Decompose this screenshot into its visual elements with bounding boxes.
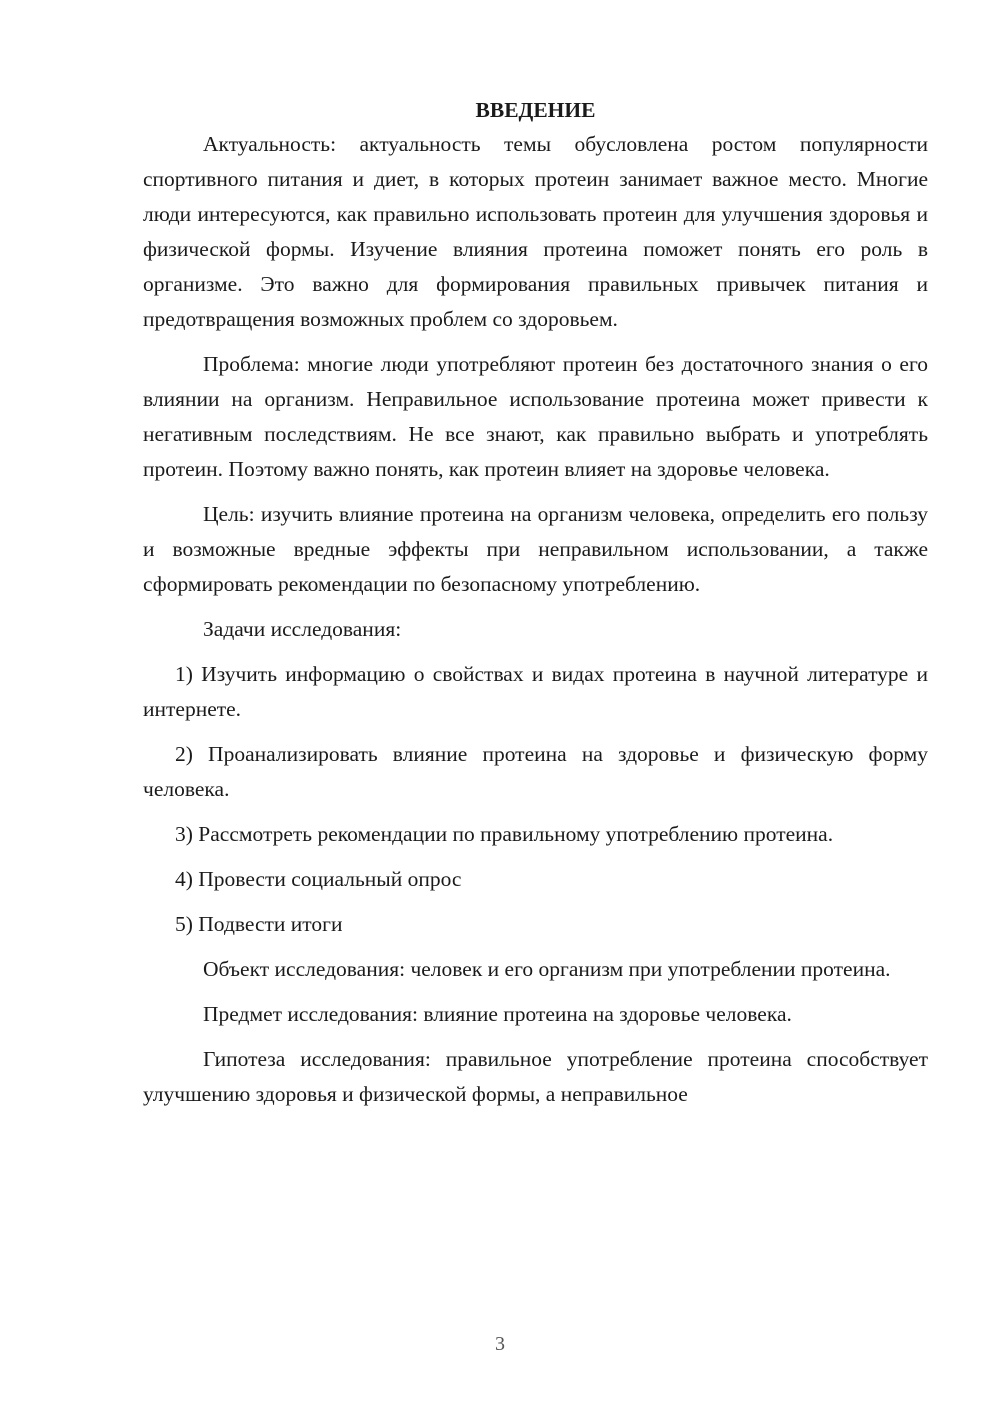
task-item: 4) Провести социальный опрос xyxy=(175,867,462,891)
document-page xyxy=(143,95,928,1122)
page-title: ВВЕДЕНИЕ xyxy=(475,98,596,122)
goal-paragraph: Цель: изучить влияние протеина на организм человека, определить его пользу и возможные вредные эффекты при неправильном использовании, а также сформировать рекомендации по безопасному употреблению. xyxy=(143,502,928,596)
page-number: 3 xyxy=(495,1333,505,1355)
subject-paragraph: Предмет исследования: влияние протеина на здоровье человека. xyxy=(203,1002,792,1026)
problem-paragraph: Проблема: многие люди употребляют протеин без достаточного знания о его влиянии на организм. Неправильное использование протеина может привести к негативным последствиям. Не все знают, как правильно выбрать и употреблять протеин. Поэтому важно понять, как протеин влияет на здоровье человека. xyxy=(143,352,928,481)
tasks-heading: Задачи исследования: xyxy=(203,617,402,641)
hypothesis-paragraph: Гипотеза исследования: правильное употребление протеина способствует улучшению здоровья и физической формы, а неправильное xyxy=(143,1047,928,1106)
task-item: 1) Изучить информацию о свойствах и видах протеина в научной литературе и интернете. xyxy=(143,662,928,721)
object-paragraph: Объект исследования: человек и его организм при употреблении протеина. xyxy=(203,957,891,981)
task-item: 3) Рассмотреть рекомендации по правильному употреблению протеина. xyxy=(175,822,834,846)
task-item: 5) Подвести итоги xyxy=(175,912,343,936)
task-item: 2) Проанализировать влияние протеина на здоровье и физическую форму человека. xyxy=(143,742,928,801)
relevance-paragraph: Актуальность: актуальность темы обусловлена ростом популярности спортивного питания и диет, в которых протеин занимает важное место. Многие люди интересуются, как правильно использовать протеин для улучшения здоровья и физической формы. Изучение влияния протеина поможет понять его роль в организме. Это важно для формирования правильных привычек питания и предотвращения возможных проблем со здоровьем. xyxy=(143,132,928,331)
